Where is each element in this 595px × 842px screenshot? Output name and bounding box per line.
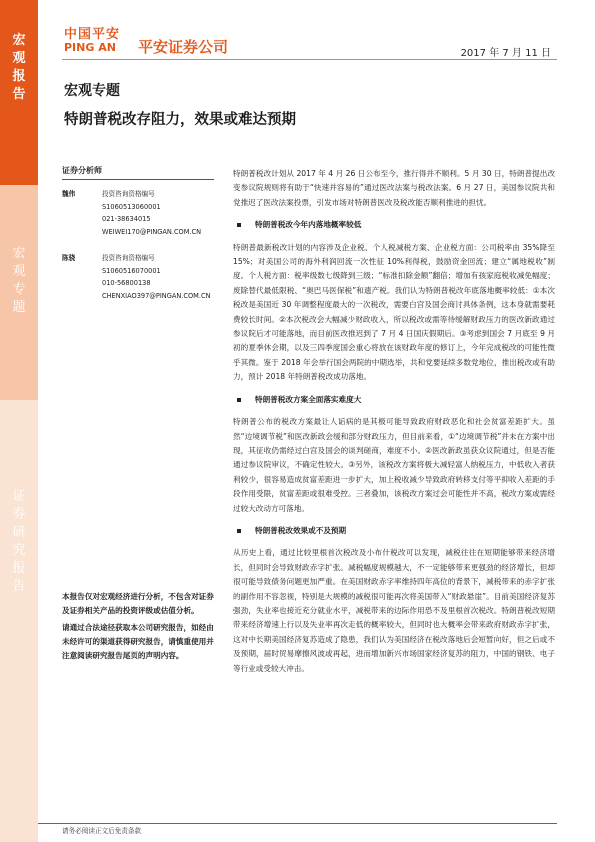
- analyst-phone: 021-38634015: [102, 215, 151, 223]
- sidebar-section-research-report: [0, 400, 38, 842]
- sidebar-label-research-report: 证 券 研 究 报 告: [12, 489, 26, 594]
- analyst-license-label: 投资咨询资格编号: [102, 254, 155, 262]
- analyst-heading: 证券分析师: [62, 165, 214, 180]
- disclaimer-notice: [62, 590, 217, 665]
- report-category: 宏观专题: [64, 83, 120, 99]
- report-body: [233, 167, 555, 676]
- header-divider: [62, 59, 557, 60]
- sidebar-label-macro-topic: 宏 观 专 题: [12, 246, 26, 315]
- body-paragraph: 特朗普最新税改计划的内容涉及企业税、个人税减税方案、企业税方面：公司税率由 35%降至 15%；对美国公司的海外利润回流一次性征 10%利得税，鼓励资金回流；建立“属地税收”制度。个人税方面：税率级数七级降到三级；“标准扣除金额”翻倍；增加有孩家庭税收减免幅度；废除替代最低限税、“奥巴马医保税”和遗产税。我们认为特朗普税改年底落地概率较低：①本次税改是美国近 30 年调整程度最大的一次税改，需要白宫及国会商讨具体条例，这本身就需要耗费较长时间。②本次税改会大幅减少财政收入，所以税改或需等待缓解财政压力的医改新政通过参议院后才可能落地，而目前医改推迟到了 7 月 4 日国庆假期后。③考虑到国会 7 月底至 9 月初的夏季休会期，以及三四季度国会重心将放在该财政年度的修订上，今年完成税改的可能性微乎其微。鉴于 2018 年会举行国会两院的中期选举，共和党要延续多数党地位，推出税改或有助力，预计 2018 年特朗普税改成功落地。: [233, 242, 555, 382]
- bullet-square-icon: [237, 223, 241, 227]
- section-heading: 特朗普税改方案全面落实难度大: [233, 393, 555, 407]
- logo-english: PING AN: [64, 41, 116, 54]
- bullet-square-icon: [237, 529, 241, 533]
- section-heading: 特朗普税改今年内落地概率较低: [233, 218, 555, 232]
- analyst-phone: 010-56800138: [102, 279, 151, 287]
- logo-chinese: 中国平安: [64, 27, 121, 42]
- body-paragraph: 特朗普公布的税改方案最让人诟病的是其极可能导致政府财政恶化和社会贫富差距扩大。虽然“边境调节税”和医改新政会缓和部分财政压力，但目前来看，①“边境调节税”并未在方案中出现，其征收仍需经过白宫及国会的谈判磋商，难度不小。②医改新政虽获众议院通过，但是否能通过参议院审议，不确定性较大。③另外，该税改方案将极大减轻富人纳税压力，中低收入者获利较少，很容易造成贫富差距进一步扩大，加上税收减少导致政府转移支付等平抑收入差距的手段作用受限，贫富差距或很难受控。三者叠加，该税改方案过会可能性并不高，税改方案或需经过较大改动方可落地。: [233, 417, 555, 513]
- sidebar-section-macro-report: [0, 0, 38, 185]
- analyst-panel: [62, 165, 214, 302]
- sidebar-section-macro-topic: [0, 185, 38, 400]
- analyst-email: CHENXIAO397@PINGAN.COM.CN: [102, 291, 211, 300]
- disclaimer-paragraph: 本报告仅对宏观经济进行分析，不包含对证券及证券相关产品的投资评级或估值分析。: [62, 592, 214, 616]
- report-title: 特朗普税改存阻力，效果或难达预期: [64, 112, 296, 128]
- analyst-license-number: S1060516070001: [102, 266, 161, 275]
- section-heading: 特朗普税改效果或不及预期: [233, 524, 555, 538]
- body-paragraph: 从历史上看，通过比较里根首次税改及小布什税改可以发现，减税往往在短期能够带来经济增长，但同时会导致财政赤字扩张。减税幅度规模越大，不一定能够带来更强劲的经济增长，但却很可能导致债务问题更加严重。在美国财政赤字率维持四年高位的背景下，减税带来的赤字扩张的副作用不容忽视，特别是大规模的减税很可能再次将美国带入“财政悬崖”。目前美国经济复苏强劲，失业率也接近充分就业水平，减税带来的边际作用恐不及里根首次税改。特朗普税改短期带来经济增速上行以及失业率再次走低的概率较大，但同时也大概率会带来政府财政赤字扩张，这对中长期美国经济复苏造成了隐患，我们认为美国经济在税改落地后会短暂向好，但之后或不及预期，届时贸易摩擦风波或再起，进而增加新兴市场国家经济复苏的阻力，中国的钢铁、电子等行业或受较大冲击。: [233, 548, 555, 673]
- analyst-name: 陈骁: [62, 254, 76, 262]
- analyst-name: 魏伟: [62, 190, 76, 198]
- analyst-email: WEIWEI170@PINGAN.COM.CN: [102, 227, 202, 236]
- analyst-entry: [62, 188, 214, 238]
- company-logo: [64, 28, 120, 54]
- disclaimer-paragraph: 请通过合法途径获取本公司研究报告，如经由未经许可的渠道获得研究报告，请慎重使用并注意阅读研究报告尾页的声明内容。: [62, 622, 214, 661]
- analyst-license-label: 投资咨询资格编号: [102, 190, 155, 198]
- analyst-license-number: S1060513060001: [102, 202, 161, 211]
- intro-paragraph: 特朗普税改计划从 2017 年 4 月 26 日公布至今，推行得并不顺利。5 月 30 日，特朗普提出改变参议院规则将有助于“快速并容易的”通过医改法案与税改法案。6 月 27 日，美国参议院共和党推迟了医改法案投票，引发市场对特朗普医改及税改能否顺利推进的担忧。: [233, 169, 555, 207]
- report-date: 2017 年 7 月 11 日: [460, 48, 551, 59]
- footer-divider: [38, 823, 557, 824]
- footer-note: 请务必阅读正文后免责条款: [62, 827, 142, 835]
- sidebar-label-macro-report: 宏 观 报 告: [12, 33, 26, 102]
- analyst-entry: [62, 252, 214, 302]
- bullet-square-icon: [237, 398, 241, 402]
- brand-name: 平安证券公司: [138, 38, 229, 56]
